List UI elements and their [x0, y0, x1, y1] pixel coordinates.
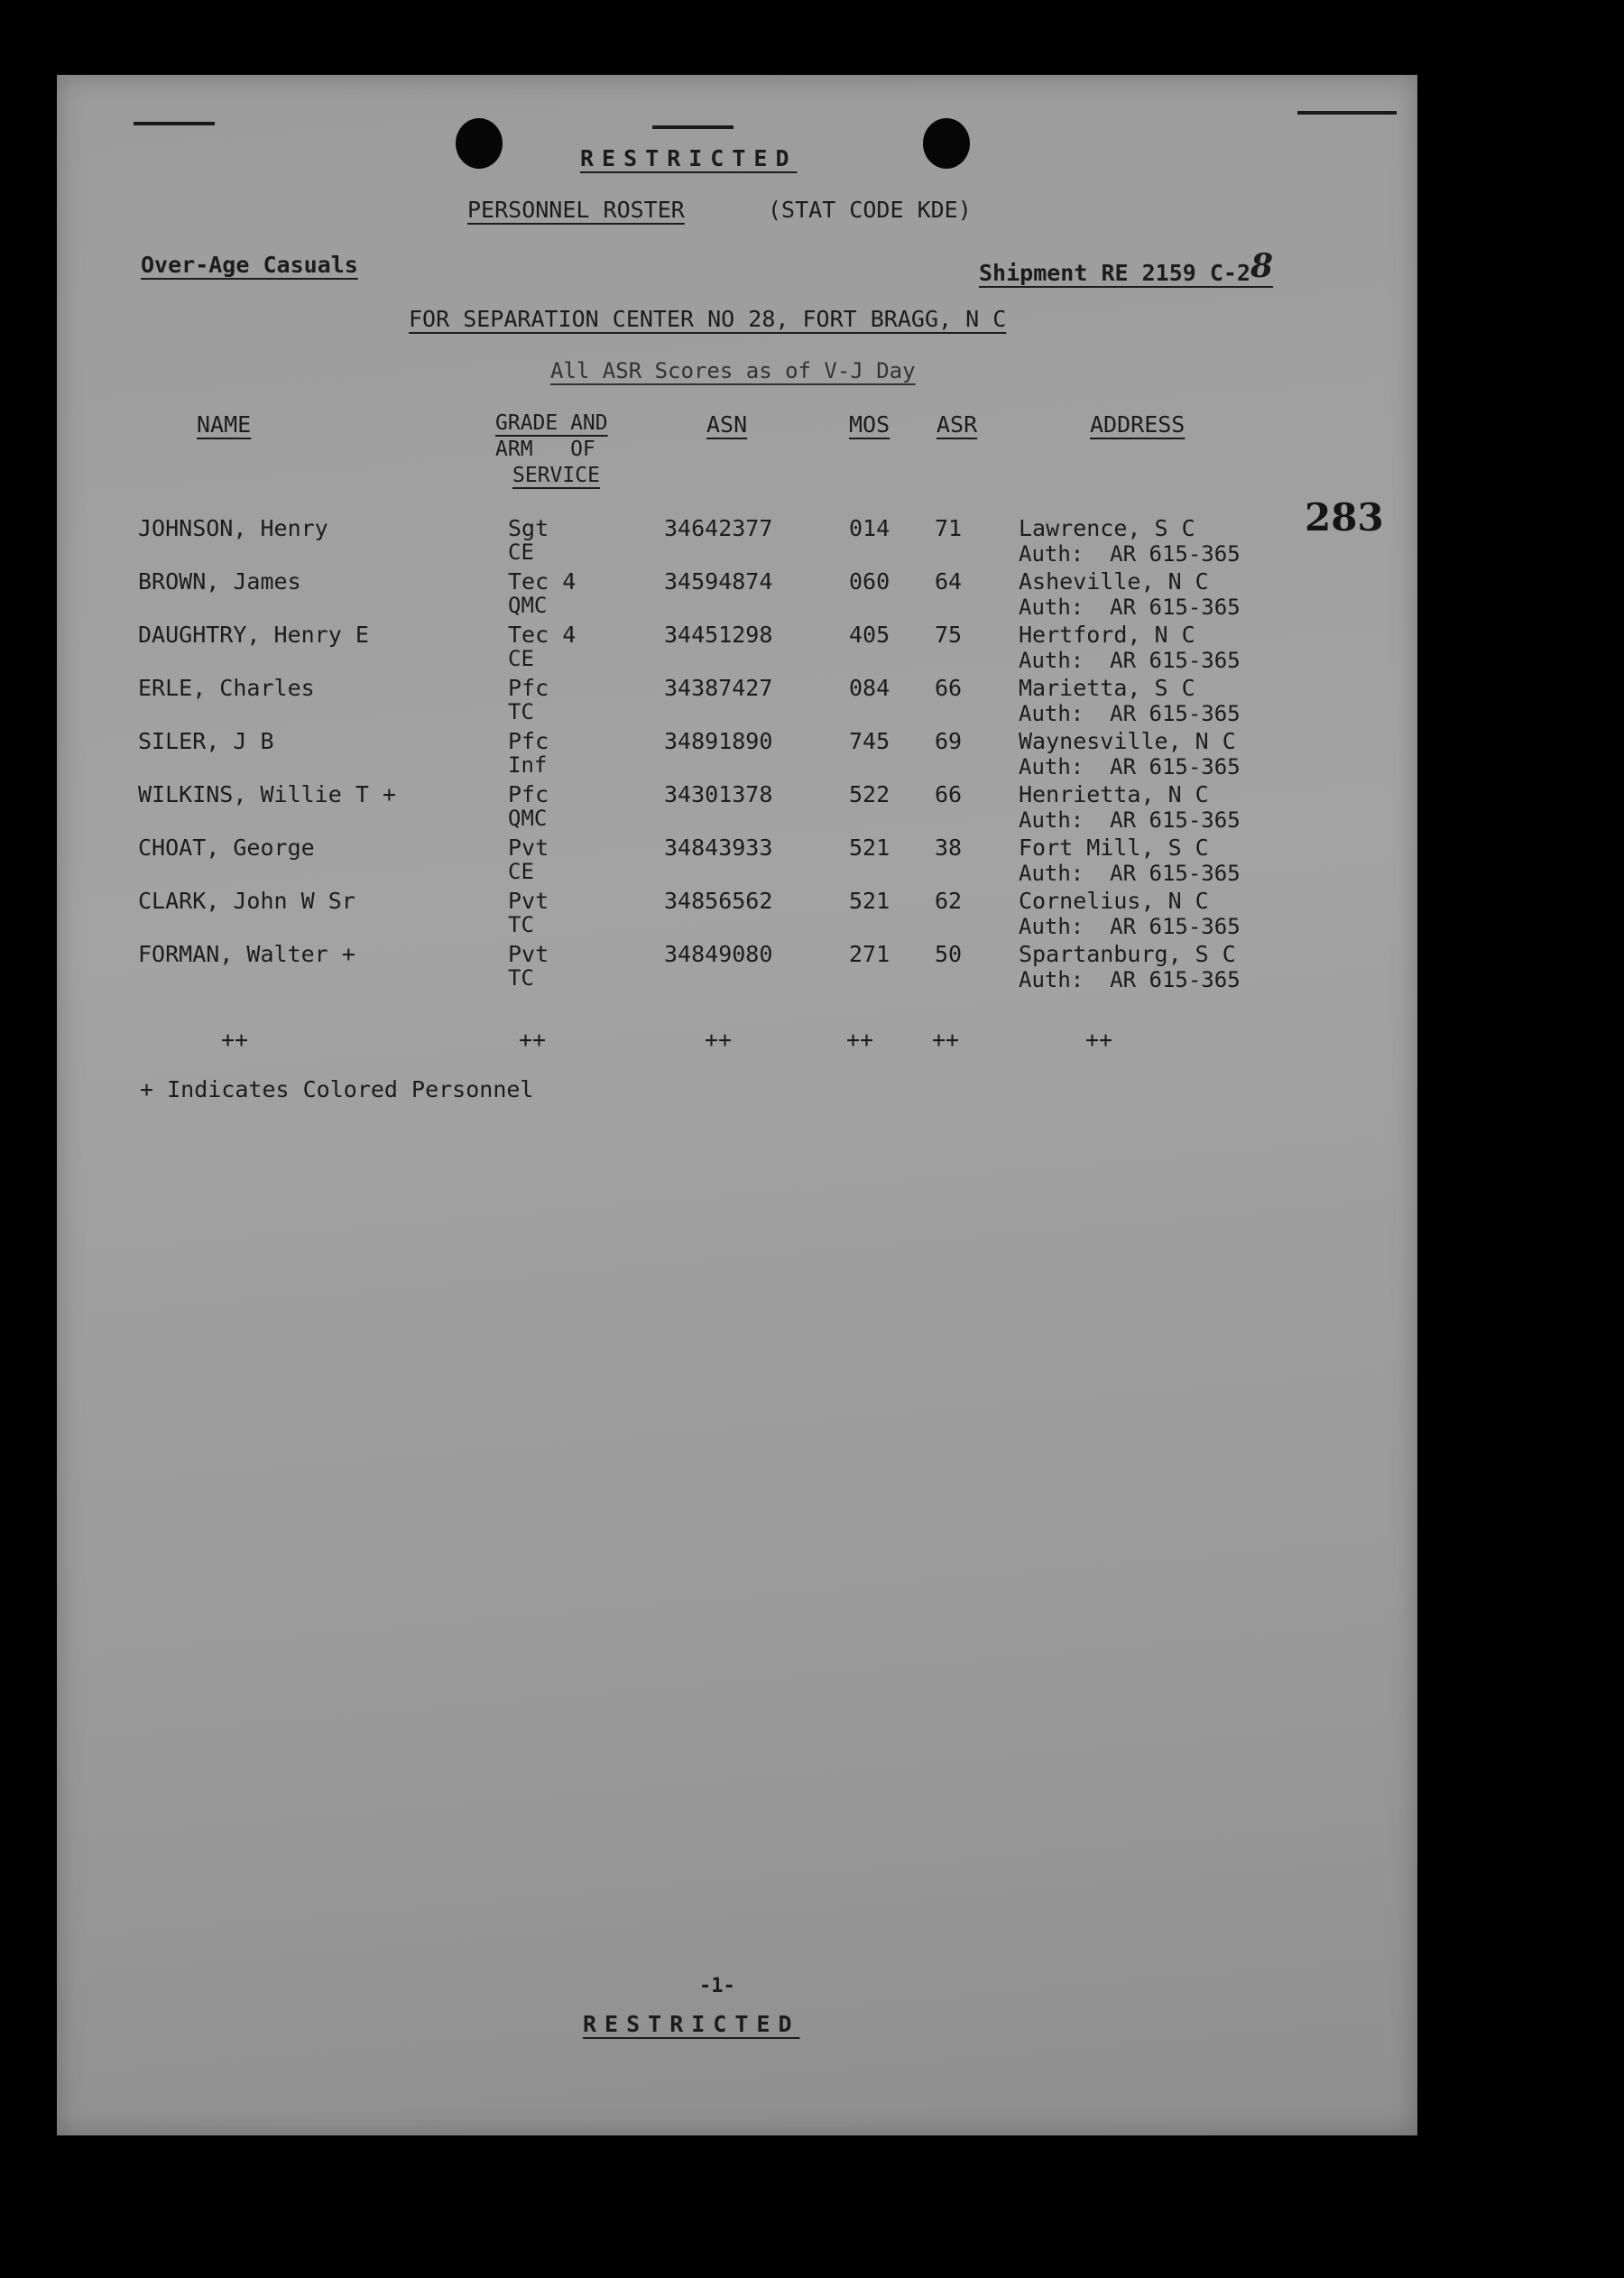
row-grade: Sgt: [508, 515, 549, 541]
classification-bottom: RESTRICTED: [583, 2011, 800, 2037]
row-auth: Auth: AR 615-365: [1019, 807, 1241, 833]
row-auth: Auth: AR 615-365: [1019, 541, 1241, 567]
row-grade: Pfc: [508, 675, 549, 701]
row-arm: TC: [508, 965, 534, 991]
row-asr: 50: [935, 941, 963, 967]
edge-mark-right: [1297, 111, 1397, 115]
roster-title: PERSONNEL ROSTER: [467, 197, 685, 223]
edge-mark-center: [652, 125, 734, 129]
row-grade: Pfc: [508, 728, 549, 754]
row-name: FORMAN, Walter +: [138, 941, 355, 967]
row-address: Lawrence, S C: [1019, 515, 1195, 541]
row-grade: Pvt: [508, 941, 549, 967]
row-name: ERLE, Charles: [138, 675, 315, 701]
row-arm: Inf: [508, 752, 548, 778]
row-auth: Auth: AR 615-365: [1019, 595, 1241, 620]
row-arm: CE: [508, 646, 534, 671]
row-arm: CE: [508, 540, 534, 565]
row-grade: Pvt: [508, 888, 549, 914]
row-address: Spartanburg, S C: [1019, 941, 1236, 967]
end-mark-asn: ++: [705, 1027, 733, 1053]
scores-note: All ASR Scores as of V-J Day: [550, 358, 916, 383]
classification-top: RESTRICTED: [580, 145, 798, 171]
row-asn: 34843933: [664, 835, 773, 861]
row-address: Waynesville, N C: [1019, 728, 1236, 754]
row-name: DAUGHTRY, Henry E: [138, 622, 369, 648]
page-stamp: 283: [1305, 495, 1384, 540]
row-name: JOHNSON, Henry: [138, 515, 328, 541]
col-grade-line2: ARM OF: [495, 438, 595, 461]
document-page: [57, 75, 1417, 2135]
row-asn: 34301378: [664, 781, 773, 807]
col-asr: ASR: [937, 411, 978, 438]
punch-hole-left: [456, 118, 503, 169]
row-asr: 69: [935, 728, 963, 754]
row-asn: 34856562: [664, 888, 773, 914]
shipment-number: Shipment RE 2159 C-2: [979, 260, 1251, 286]
col-name: NAME: [197, 411, 252, 438]
edge-mark-left: [134, 122, 215, 125]
row-asn: 34849080: [664, 941, 773, 967]
page-number: -1-: [699, 1975, 735, 1997]
row-name: WILKINS, Willie T +: [138, 781, 396, 807]
row-mos: 271: [849, 941, 890, 967]
row-grade: Tec 4: [508, 622, 577, 648]
row-auth: Auth: AR 615-365: [1019, 967, 1241, 992]
row-arm: CE: [508, 859, 534, 884]
row-name: BROWN, James: [138, 568, 301, 595]
row-asn: 34594874: [664, 568, 773, 595]
row-mos: 084: [849, 675, 890, 701]
row-asn: 34891890: [664, 728, 773, 754]
row-auth: Auth: AR 615-365: [1019, 914, 1241, 939]
row-asr: 71: [935, 515, 963, 541]
col-mos: MOS: [849, 411, 890, 438]
row-mos: 745: [849, 728, 890, 754]
row-grade: Pvt: [508, 835, 549, 861]
row-address: Cornelius, N C: [1019, 888, 1209, 914]
row-mos: 521: [849, 835, 890, 861]
end-mark-grade: ++: [519, 1027, 547, 1053]
row-address: Marietta, S C: [1019, 675, 1195, 701]
group-label: Over-Age Casuals: [141, 252, 358, 278]
row-auth: Auth: AR 615-365: [1019, 648, 1241, 673]
shipment-handwritten-digit: 8: [1250, 247, 1274, 285]
row-mos: 014: [849, 515, 890, 541]
row-asn: 34387427: [664, 675, 773, 701]
row-asn: 34451298: [664, 622, 773, 648]
row-arm: QMC: [508, 593, 548, 618]
row-address: Fort Mill, S C: [1019, 835, 1209, 861]
row-grade: Pfc: [508, 781, 549, 807]
col-address: ADDRESS: [1090, 411, 1186, 438]
row-asn: 34642377: [664, 515, 773, 541]
row-arm: QMC: [508, 806, 548, 831]
footnote: + Indicates Colored Personnel: [140, 1076, 534, 1102]
row-name: CLARK, John W Sr: [138, 888, 355, 914]
row-auth: Auth: AR 615-365: [1019, 754, 1241, 779]
row-asr: 64: [935, 568, 963, 595]
row-mos: 522: [849, 781, 890, 807]
col-asn: ASN: [706, 411, 748, 438]
row-address: Henrietta, N C: [1019, 781, 1209, 807]
row-asr: 66: [935, 675, 963, 701]
row-address: Asheville, N C: [1019, 568, 1209, 595]
row-mos: 405: [849, 622, 890, 648]
end-mark-mos: ++: [846, 1027, 874, 1053]
row-asr: 66: [935, 781, 963, 807]
row-address: Hertford, N C: [1019, 622, 1195, 648]
row-auth: Auth: AR 615-365: [1019, 701, 1241, 726]
end-mark-address: ++: [1085, 1027, 1113, 1053]
row-mos: 521: [849, 888, 890, 914]
end-mark-asr: ++: [932, 1027, 960, 1053]
row-asr: 38: [935, 835, 963, 861]
row-name: CHOAT, George: [138, 835, 315, 861]
punch-hole-right: [923, 118, 970, 169]
row-grade: Tec 4: [508, 568, 577, 595]
row-name: SILER, J B: [138, 728, 274, 754]
row-mos: 060: [849, 568, 890, 595]
col-grade-line1: GRADE AND: [495, 411, 608, 435]
row-arm: TC: [508, 912, 534, 937]
row-asr: 62: [935, 888, 963, 914]
row-asr: 75: [935, 622, 963, 648]
stat-code: (STAT CODE KDE): [768, 197, 972, 223]
row-arm: TC: [508, 699, 534, 724]
end-mark-name: ++: [221, 1027, 249, 1053]
col-grade-line3: SERVICE: [512, 464, 600, 487]
shipment-label: [979, 247, 1274, 286]
destination: FOR SEPARATION CENTER NO 28, FORT BRAGG, N C: [409, 306, 1007, 332]
row-auth: Auth: AR 615-365: [1019, 861, 1241, 886]
